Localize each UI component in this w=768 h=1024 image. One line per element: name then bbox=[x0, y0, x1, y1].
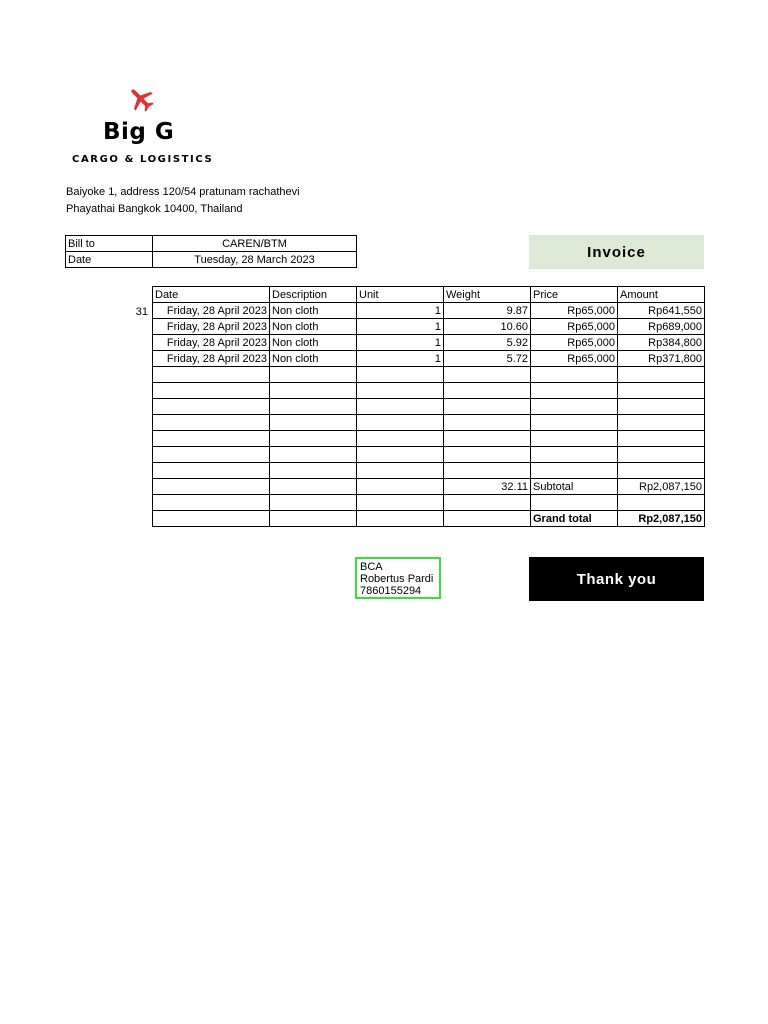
table-cell bbox=[153, 511, 270, 527]
table-cell bbox=[270, 511, 357, 527]
table-cell[interactable]: 1 bbox=[357, 351, 444, 367]
table-cell[interactable]: Rp65,000 bbox=[531, 335, 618, 351]
table-row bbox=[153, 431, 705, 447]
table-row bbox=[153, 447, 705, 463]
bill-to-label: Bill to bbox=[66, 236, 153, 252]
table-cell[interactable]: Friday, 28 April 2023 bbox=[153, 303, 270, 319]
table-cell[interactable]: 1 bbox=[357, 319, 444, 335]
address-line-1: Baiyoke 1, address 120/54 pratunam rachathevi bbox=[66, 186, 300, 198]
table-cell[interactable] bbox=[153, 431, 270, 447]
table-row bbox=[153, 319, 705, 335]
table-cell[interactable] bbox=[153, 495, 270, 511]
table-cell[interactable] bbox=[531, 367, 618, 383]
date-value[interactable]: Tuesday, 28 March 2023 bbox=[153, 252, 357, 268]
table-cell[interactable]: Rp689,000 bbox=[618, 319, 705, 335]
table-cell[interactable] bbox=[153, 447, 270, 463]
company-tagline: CARGO & LOGISTICS bbox=[72, 154, 214, 165]
address-line-2: Phayathai Bangkok 10400, Thailand bbox=[66, 203, 243, 215]
table-cell[interactable] bbox=[618, 463, 705, 479]
table-row bbox=[153, 367, 705, 383]
table-cell[interactable] bbox=[270, 367, 357, 383]
bank-details bbox=[355, 557, 441, 599]
table-cell[interactable] bbox=[153, 383, 270, 399]
table-cell[interactable] bbox=[357, 415, 444, 431]
table-cell[interactable]: Rp371,800 bbox=[618, 351, 705, 367]
table-cell[interactable] bbox=[444, 399, 531, 415]
table-cell[interactable] bbox=[444, 495, 531, 511]
date-label: Date bbox=[66, 252, 153, 268]
grand-total-value: Rp2,087,150 bbox=[618, 511, 705, 527]
table-cell[interactable] bbox=[618, 367, 705, 383]
table-row bbox=[153, 303, 705, 319]
table-row bbox=[153, 495, 705, 511]
table-row bbox=[153, 335, 705, 351]
table-cell[interactable]: Rp65,000 bbox=[531, 351, 618, 367]
table-cell[interactable] bbox=[270, 463, 357, 479]
table-cell[interactable]: 5.72 bbox=[444, 351, 531, 367]
subtotal-value: Rp2,087,150 bbox=[618, 479, 705, 495]
column-header: Unit bbox=[357, 287, 444, 303]
column-header: Weight bbox=[444, 287, 531, 303]
table-cell[interactable] bbox=[531, 431, 618, 447]
table-cell[interactable] bbox=[531, 495, 618, 511]
table-cell[interactable] bbox=[270, 415, 357, 431]
bank-account: 7860155294 bbox=[360, 585, 422, 597]
row-number: 31 bbox=[135, 306, 148, 318]
table-cell[interactable] bbox=[444, 415, 531, 431]
invoice-title: Invoice bbox=[529, 235, 704, 269]
table-cell bbox=[270, 479, 357, 495]
table-cell[interactable] bbox=[153, 399, 270, 415]
table-cell[interactable]: Non cloth bbox=[270, 303, 357, 319]
table-cell[interactable]: Friday, 28 April 2023 bbox=[153, 351, 270, 367]
table-cell[interactable]: Rp641,550 bbox=[618, 303, 705, 319]
table-cell[interactable]: Friday, 28 April 2023 bbox=[153, 319, 270, 335]
subtotal-row bbox=[153, 479, 705, 495]
grand-total-row bbox=[153, 511, 705, 527]
table-cell[interactable] bbox=[618, 399, 705, 415]
table-cell[interactable] bbox=[153, 463, 270, 479]
table-cell[interactable]: Non cloth bbox=[270, 319, 357, 335]
grand-total-label: Grand total bbox=[531, 511, 618, 527]
table-cell bbox=[357, 511, 444, 527]
table-cell[interactable] bbox=[270, 495, 357, 511]
table-cell[interactable]: 9.87 bbox=[444, 303, 531, 319]
thank-you-banner: Thank you bbox=[529, 557, 704, 601]
table-row bbox=[153, 383, 705, 399]
table-cell[interactable] bbox=[357, 495, 444, 511]
table-cell[interactable] bbox=[531, 399, 618, 415]
table-cell[interactable] bbox=[357, 383, 444, 399]
table-cell[interactable]: Rp384,800 bbox=[618, 335, 705, 351]
bill-to-value[interactable]: CAREN/BTM bbox=[153, 236, 357, 252]
table-cell[interactable]: Rp65,000 bbox=[531, 303, 618, 319]
table-cell[interactable] bbox=[357, 431, 444, 447]
table-row bbox=[153, 415, 705, 431]
table-cell[interactable] bbox=[444, 447, 531, 463]
table-cell[interactable] bbox=[618, 415, 705, 431]
company-name: Big G bbox=[103, 119, 175, 145]
bank-holder: Robertus Pardi bbox=[360, 573, 434, 585]
table-cell[interactable] bbox=[444, 431, 531, 447]
column-header: Description bbox=[270, 287, 357, 303]
table-cell[interactable] bbox=[618, 495, 705, 511]
table-cell[interactable] bbox=[357, 463, 444, 479]
table-cell[interactable] bbox=[270, 431, 357, 447]
table-cell[interactable] bbox=[531, 447, 618, 463]
table-cell[interactable] bbox=[153, 415, 270, 431]
table-cell[interactable] bbox=[531, 383, 618, 399]
table-cell[interactable]: Non cloth bbox=[270, 351, 357, 367]
subtotal-label: Subtotal bbox=[531, 479, 618, 495]
column-header: Price bbox=[531, 287, 618, 303]
table-cell[interactable] bbox=[618, 447, 705, 463]
table-row bbox=[153, 351, 705, 367]
column-header: Amount bbox=[618, 287, 705, 303]
total-weight: 32.11 bbox=[444, 479, 531, 495]
table-row bbox=[153, 463, 705, 479]
table-cell[interactable] bbox=[618, 383, 705, 399]
table-cell[interactable] bbox=[444, 367, 531, 383]
bank-name: BCA bbox=[360, 561, 383, 573]
table-cell[interactable] bbox=[618, 431, 705, 447]
table-cell[interactable]: Rp65,000 bbox=[531, 319, 618, 335]
table-cell[interactable]: 1 bbox=[357, 335, 444, 351]
table-cell[interactable]: 10.60 bbox=[444, 319, 531, 335]
table-cell[interactable] bbox=[270, 447, 357, 463]
table-cell[interactable] bbox=[444, 383, 531, 399]
table-cell[interactable] bbox=[531, 415, 618, 431]
table-cell[interactable] bbox=[270, 399, 357, 415]
items-table bbox=[152, 286, 705, 527]
table-cell[interactable]: 5.92 bbox=[444, 335, 531, 351]
column-header: Date bbox=[153, 287, 270, 303]
table-cell[interactable] bbox=[444, 463, 531, 479]
table-cell[interactable] bbox=[357, 399, 444, 415]
table-cell bbox=[357, 479, 444, 495]
table-cell[interactable]: Non cloth bbox=[270, 335, 357, 351]
table-cell bbox=[153, 479, 270, 495]
table-cell[interactable] bbox=[357, 367, 444, 383]
table-row bbox=[153, 399, 705, 415]
table-cell[interactable]: Friday, 28 April 2023 bbox=[153, 335, 270, 351]
table-cell[interactable] bbox=[270, 383, 357, 399]
table-cell[interactable] bbox=[531, 463, 618, 479]
bill-to-table bbox=[65, 235, 357, 268]
table-header-row bbox=[153, 287, 705, 303]
airplane-icon bbox=[126, 84, 156, 114]
table-cell bbox=[444, 511, 531, 527]
table-cell[interactable] bbox=[153, 367, 270, 383]
table-cell[interactable]: 1 bbox=[357, 303, 444, 319]
table-cell[interactable] bbox=[357, 447, 444, 463]
